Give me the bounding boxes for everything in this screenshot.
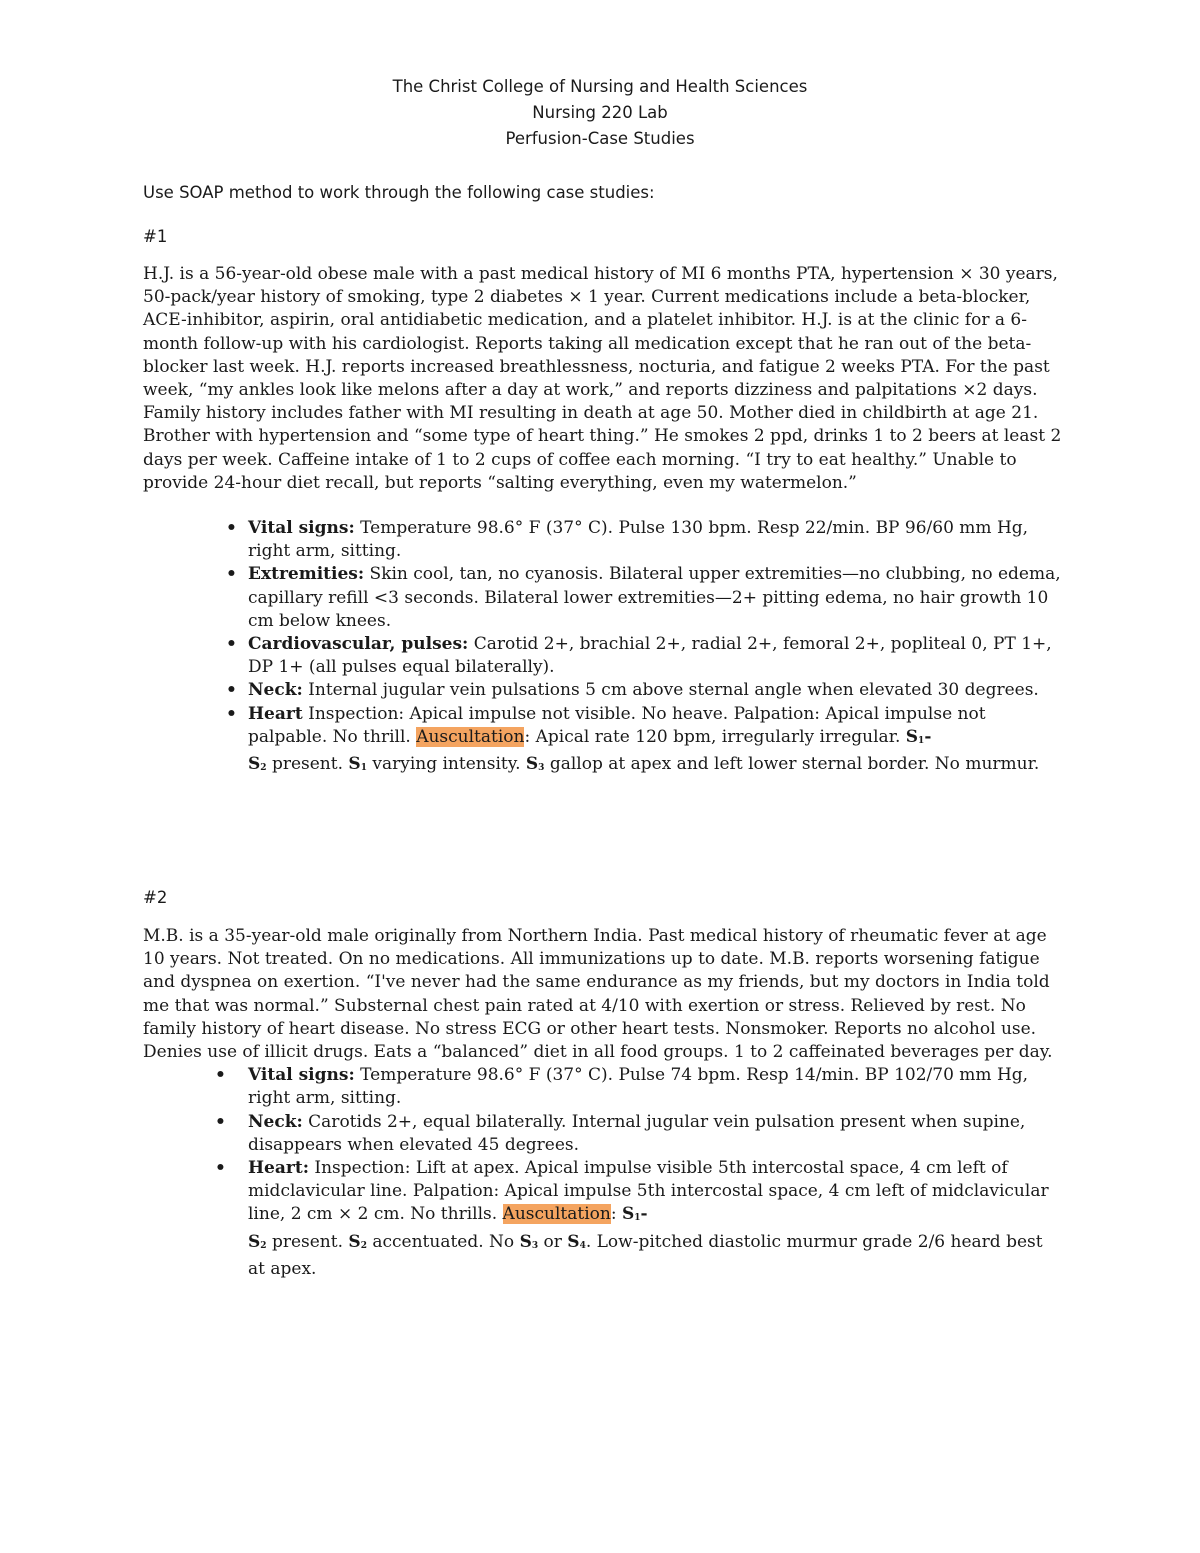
- college-name: The Christ College of Nursing and Health Sciences: [392, 77, 808, 96]
- bullet-icon: •: [226, 680, 237, 701]
- case-2-body: [143, 925, 1063, 1281]
- list-item: • Neck: Carotids 2+, equal bilaterally. Internal jugular vein pulsation present when supine, disappears when elevated 45 degrees.: [215, 1111, 1026, 1155]
- bullet-icon: •: [215, 1158, 226, 1179]
- case-1-findings: [143, 517, 1063, 780]
- document-title: Perfusion-Case Studies: [505, 129, 695, 148]
- highlighted-text: Auscultation: [416, 726, 525, 747]
- case-1-body: [143, 263, 1063, 780]
- case-1-narrative: H.J. is a 56-year-old obese male with a past medical history of MI 6 months PTA, hypertension × 30 years, 50-pack/year history of smoking, type 2 diabetes × 1 year. Current medications include a beta-blocker, ACE-inhibitor, aspirin, oral antidiabetic medication, and a platelet inhibitor. H.J. is at the clinic for a 6-month follow-up with his cardiologist. Reports taking all medication except that he ran out of the beta-blocker last week. H.J. reports increased breathlessness, nocturia, and fatigue 2 weeks PTA. For the past week, “my ankles look like melons after a day at work,” and reports dizziness and palpitations ×2 days. Family history includes father with MI resulting in death at age 50. Mother died in childbirth at age 21. Brother with hypertension and “some type of heart thing.” He smokes 2 ppd, drinks 1 to 2 beers at least 2 days per week. Caffeine intake of 1 to 2 cups of coffee each morning. “I try to eat healthy.” Unable to provide 24-hour diet recall, but reports “salting everything, even my watermelon.”: [143, 264, 1062, 493]
- instructions: Use SOAP method to work through the following case studies:: [143, 183, 655, 202]
- list-item: • Neck: Internal jugular vein pulsations 5 cm above sternal angle when elevated 30 degrees.: [143, 679, 1063, 702]
- bullet-icon: •: [215, 1065, 226, 1086]
- bullet-icon: •: [226, 564, 237, 585]
- case-2-narrative: M.B. is a 35-year-old male originally from Northern India. Past medical history of rheumatic fever at age 10 years. Not treated. On no medications. All immunizations up to date. M.B. reports worsening fatigue and dyspnea on exertion. “I've never had the same endurance as my friends, but my doctors in India told me that was normal.” Substernal chest pain rated at 4/10 with exertion or stress. Relieved by rest. No family history of heart disease. No stress ECG or other heart tests. Nonsmoker. Reports no alcohol use. Denies use of illicit drugs. Eats a “balanced” diet in all food groups. 1 to 2 caffeinated beverages per day.: [143, 926, 1053, 1063]
- case-2-number: #2: [143, 888, 168, 907]
- bullet-icon: •: [215, 1111, 226, 1132]
- case-1-number: #1: [143, 227, 168, 246]
- course-name: Nursing 220 Lab: [532, 103, 668, 122]
- bullet-icon: •: [226, 634, 237, 655]
- list-item: • Vital signs: Temperature 98.6° F (37° C). Pulse 130 bpm. Resp 22/min. BP 96/60 mm Hg, right arm, sitting.: [226, 518, 1029, 562]
- list-item: • Extremities: Skin cool, tan, no cyanosis. Bilateral upper extremities—no clubbing, no edema, capillary refill <3 seconds. Bilateral lower extremities—2+ pitting edema, no hair growth 10 cm below knees.: [226, 564, 1061, 631]
- bullet-icon: •: [226, 703, 237, 724]
- bullet-icon: •: [226, 518, 237, 539]
- highlighted-text: Auscultation: [502, 1204, 611, 1225]
- list-item: • Vital signs: Temperature 98.6° F (37° C). Pulse 74 bpm. Resp 14/min. BP 102/70 mm Hg, right arm, sitting.: [215, 1065, 1029, 1109]
- list-item: • Heart: Inspection: Lift at apex. Apical impulse visible 5th intercostal space, 4 cm left of midclavicular line. Palpation: Apical impulse 5th intercostal space, 4 cm left of midclavicular line, 2 cm × 2 cm. No thrills. Auscultation: S1- S2 present. S2 accentuated. No S3 or S4. Low-pitched diastolic murmur grade 2/6 heard best at apex.: [215, 1158, 1049, 1279]
- list-item: • Heart Inspection: Apical impulse not visible. No heave. Palpation: Apical impulse not palpable. No thrill. Auscultation: Apical rate 120 bpm, irregularly irregular. S1- S2 present. S1 varying intensity. S3 gallop at apex and left lower sternal border. No murmur.: [226, 703, 1040, 775]
- document-header: [0, 74, 1200, 152]
- list-item: • Cardiovascular, pulses: Carotid 2+, brachial 2+, radial 2+, femoral 2+, popliteal 0, PT 1+, DP 1+ (all pulses equal bilaterally).: [226, 634, 1052, 678]
- case-2-findings: [143, 1064, 1063, 1281]
